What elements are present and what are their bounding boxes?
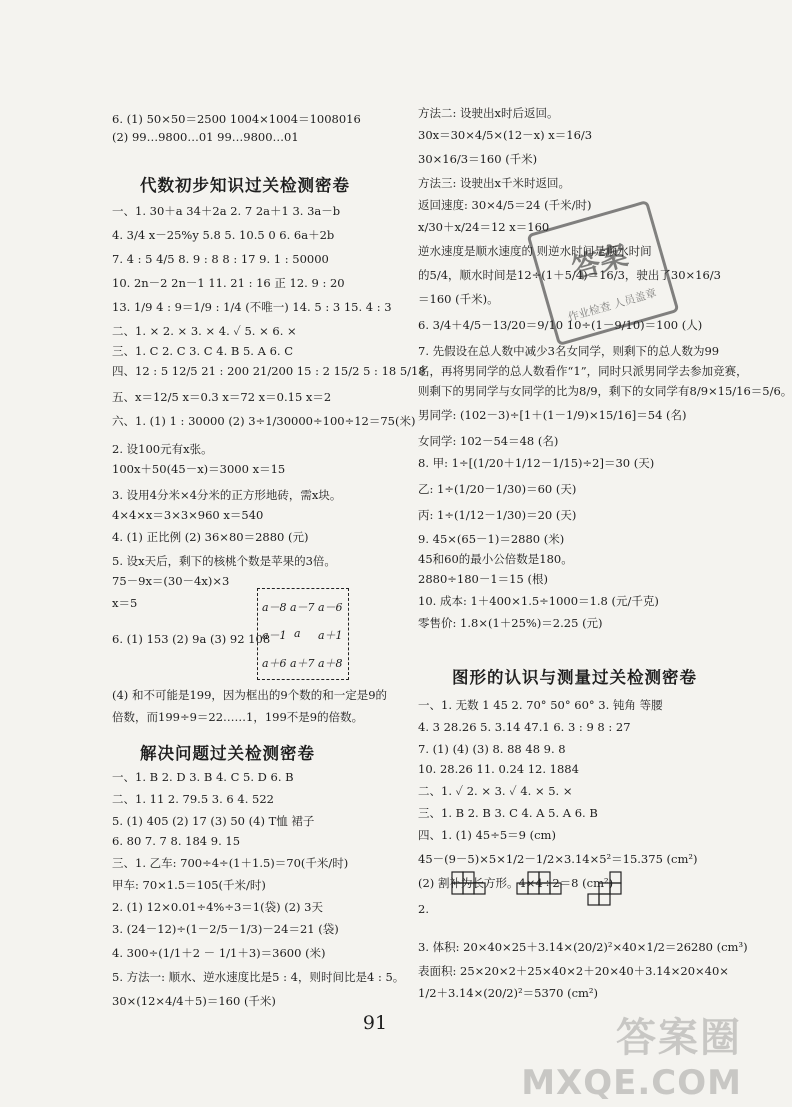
answer-line: 三、1. B 2. B 3. C 4. A 5. A 6. B bbox=[418, 806, 598, 820]
answer-line: 45和60的最小公倍数是180。 bbox=[418, 552, 573, 566]
grid-cell: a－7 bbox=[290, 601, 315, 614]
answer-line: 2880÷180－1＝15 (根) bbox=[418, 572, 548, 586]
answer-line: 6. (1) 153 (2) 9a (3) 92 108 bbox=[112, 632, 271, 646]
grid-cell: a bbox=[294, 627, 301, 640]
net-figures bbox=[450, 870, 640, 910]
answer-line: 9. 45×(65－1)＝2880 (米) bbox=[418, 532, 565, 546]
answer-line: 的5/4，顺水时间是12÷(1＋5/4)＝16/3，驶出了30×16/3 bbox=[418, 268, 721, 282]
answer-line: x＝5 bbox=[112, 596, 138, 610]
answer-line: 方法二: 设驶出x时后返回。 bbox=[418, 106, 559, 120]
answer-line: 8. 甲: 1÷[(1/20＋1/12－1/15)÷2]＝30 (天) bbox=[418, 456, 655, 470]
answer-line: 75－9x＝(30－4x)×3 bbox=[112, 574, 230, 588]
section-heading: 解决问题过关检测密卷 bbox=[140, 744, 315, 763]
answer-line: 二、1. × 2. × 3. × 4. ✓ 5. × 6. × bbox=[112, 324, 297, 338]
section-heading: 图形的认识与测量过关检测密卷 bbox=[452, 668, 697, 687]
page-number: 91 bbox=[362, 1012, 388, 1034]
answer-line: 男同学: (102－3)÷[1＋(1－1/9)×15/16]＝54 (名) bbox=[418, 408, 687, 422]
answer-line: 二、1. ✓ 2. × 3. ✓ 4. × 5. × bbox=[418, 784, 573, 798]
answer-line: 1/2＋3.14×(20/2)²＝5370 (cm²) bbox=[418, 986, 599, 1000]
answer-line: 一、1. 无数 1 45 2. 70° 50° 60° 3. 钝角 等腰 bbox=[418, 698, 663, 712]
grid-cell: a－1 bbox=[262, 629, 287, 642]
answer-line: 四、12 : 5 12/5 21 : 200 21/200 15 : 2 15/2 5 : 18 5/18 bbox=[112, 364, 426, 378]
answer-line: 逆水速度是顺水速度的 则逆水时间是顺水时间 bbox=[418, 244, 652, 258]
watermark-url: MXQE.COM bbox=[521, 1063, 742, 1103]
grid-cell: a＋1 bbox=[318, 629, 343, 642]
answer-line: 10. 2n－2 2n－1 11. 21 : 16 正 12. 9 : 20 bbox=[112, 276, 345, 290]
answer-line: 7. (1) (4) (3) 8. 88 48 9. 8 bbox=[418, 742, 566, 756]
answer-line: 7. 4 : 5 4/5 8. 9 : 8 8 : 17 9. 1 : 50000 bbox=[112, 252, 329, 266]
answer-line: 30×16/3＝160 (千米) bbox=[418, 152, 538, 166]
answer-line: 甲车: 70×1.5＝105(千米/时) bbox=[112, 878, 266, 892]
answer-line: 表面积: 25×20×2＋25×40×2＋20×40＋3.14×20×40× bbox=[418, 964, 729, 978]
answer-line: 4. 3/4 x－25%y 5.8 5. 10.5 0 6. 6a＋2b bbox=[112, 228, 335, 242]
answer-line: 3. (24－12)÷(1－2/5－1/3)－24＝21 (袋) bbox=[112, 922, 339, 936]
answer-line: 7. 先假设在总人数中减少3名女同学，则剩下的总人数为99 bbox=[418, 344, 720, 358]
answer-line: (2) 99…9800…01 99…9800…01 bbox=[112, 130, 299, 144]
answer-line: 5. (1) 405 (2) 17 (3) 50 (4) T恤 裙子 bbox=[112, 814, 315, 828]
answer-line: 30×(12×4/4＋5)＝160 (千米) bbox=[112, 994, 276, 1008]
answer-line: 丙: 1÷(1/12－1/30)＝20 (天) bbox=[418, 508, 577, 522]
answer-line: 2. bbox=[418, 902, 429, 916]
answer-line: 五、x＝12/5 x＝0.3 x＝72 x＝0.15 x＝2 bbox=[112, 390, 332, 404]
answer-line: 4. 300÷(1/1＋2 － 1/1＋3)＝3600 (米) bbox=[112, 946, 326, 960]
answer-line: 6. 80 7. 7 8. 184 9. 15 bbox=[112, 834, 241, 848]
answer-line: 女同学: 102－54＝48 (名) bbox=[418, 434, 559, 448]
answer-line: 二、1. 11 2. 79.5 3. 6 4. 522 bbox=[112, 792, 274, 806]
answer-line: 4. (1) 正比例 (2) 36×80＝2880 (元) bbox=[112, 530, 309, 544]
answer-line: 返回速度: 30×4/5＝24 (千米/时) bbox=[418, 198, 592, 212]
answer-line: ＝160 (千米)。 bbox=[418, 292, 499, 306]
answer-line: 2. (1) 12×0.01÷4%÷3＝1(袋) (2) 3天 bbox=[112, 900, 323, 914]
answer-line: 45－(9－5)×5×1/2－1/2×3.14×5²＝15.375 (cm²) bbox=[418, 852, 698, 866]
site-watermark bbox=[521, 1006, 742, 1103]
grid-cell: a＋8 bbox=[318, 657, 343, 670]
answer-line: 名，再将男同学的总人数看作“1”，同时只派男同学去参加竞赛， bbox=[418, 364, 748, 378]
answer-line: 倍数，而199÷9＝22……1，199不是9的倍数。 bbox=[112, 710, 364, 724]
answer-line: 13. 1/9 4 : 9＝1/9 : 1/4 (不唯一) 14. 5 : 3 15. 4 : 3 bbox=[112, 300, 392, 314]
grid-cell: a＋7 bbox=[290, 657, 315, 670]
answer-line: 4. 3 28.26 5. 3.14 47.1 6. 3 : 9 8 : 27 bbox=[418, 720, 631, 734]
answer-line: 一、1. 30＋a 34＋2a 2. 7 2a＋1 3. 3a－b bbox=[112, 204, 341, 218]
stamp-subtext: 作业检查 人员盖章 bbox=[566, 286, 659, 325]
answer-line: 则剩下的男同学与女同学的比为8/9，剩下的女同学有8/9×15/16＝5/6。 bbox=[418, 384, 792, 398]
answer-line: 100x＋50(45－x)＝3000 x＝15 bbox=[112, 462, 286, 476]
answer-line: 10. 成本: 1＋400×1.5÷1000＝1.8 (元/千克) bbox=[418, 594, 659, 608]
answer-line: 四、1. (1) 45÷5＝9 (cm) bbox=[418, 828, 556, 842]
answer-line: 10. 28.26 11. 0.24 12. 1884 bbox=[418, 762, 579, 776]
answer-line: (4) 和不可能是199，因为框出的9个数的和一定是9的 bbox=[112, 688, 388, 702]
watermark-logo-text: 答案圈 bbox=[616, 1015, 742, 1061]
answer-line: 乙: 1÷(1/20－1/30)＝60 (天) bbox=[418, 482, 577, 496]
answer-line: 三、1. C 2. C 3. C 4. B 5. A 6. C bbox=[112, 344, 293, 358]
answer-line: 5. 方法一: 顺水、逆水速度比是5 : 4，则时间比是4 : 5。 bbox=[112, 970, 405, 984]
section-heading: 代数初步知识过关检测密卷 bbox=[140, 176, 350, 195]
answer-line: 2. 设100元有x张。 bbox=[112, 442, 213, 456]
answer-line: 三、1. 乙车: 700÷4÷(1＋1.5)＝70(千米/时) bbox=[112, 856, 349, 870]
answer-line: 6. (1) 50×50＝2500 1004×1004＝1008016 bbox=[112, 112, 361, 126]
answer-line: 一、1. B 2. D 3. B 4. C 5. D 6. B bbox=[112, 770, 294, 784]
answer-line: 30x＝30×4/5×(12－x) x＝16/3 bbox=[418, 128, 593, 142]
answer-line: 6. 3/4＋4/5－13/20＝9/10 10÷(1－9/10)＝100 (人) bbox=[418, 318, 703, 332]
number-grid-box bbox=[257, 588, 349, 680]
answer-line: 零售价: 1.8×(1＋25%)＝2.25 (元) bbox=[418, 616, 603, 630]
grid-cell: a＋6 bbox=[262, 657, 287, 670]
answer-line: x/30＋x/24＝12 x＝160 bbox=[418, 220, 550, 234]
answer-line: (2) 割补为长方形。4×4÷2＝8 (cm²) bbox=[418, 876, 614, 890]
answer-line: 六、1. (1) 1 : 30000 (2) 3÷1/30000÷100÷12＝75(米) bbox=[112, 414, 416, 428]
answer-line: 5. 设x天后，剩下的核桃个数是苹果的3倍。 bbox=[112, 554, 336, 568]
answer-line: 3. 体积: 20×40×25＋3.14×(20/2)²×40×1/2＝26280 (cm³) bbox=[418, 940, 748, 954]
grid-cell: a－8 bbox=[262, 601, 287, 614]
answer-line: 方法三: 设驶出x千米时返回。 bbox=[418, 176, 571, 190]
stamp-text: 答案 bbox=[568, 238, 632, 286]
answer-line: 4×4×x＝3×3×960 x＝540 bbox=[112, 508, 264, 522]
grid-cell: a－6 bbox=[318, 601, 343, 614]
answer-line: 3. 设用4分米×4分米的正方形地砖，需x块。 bbox=[112, 488, 342, 502]
